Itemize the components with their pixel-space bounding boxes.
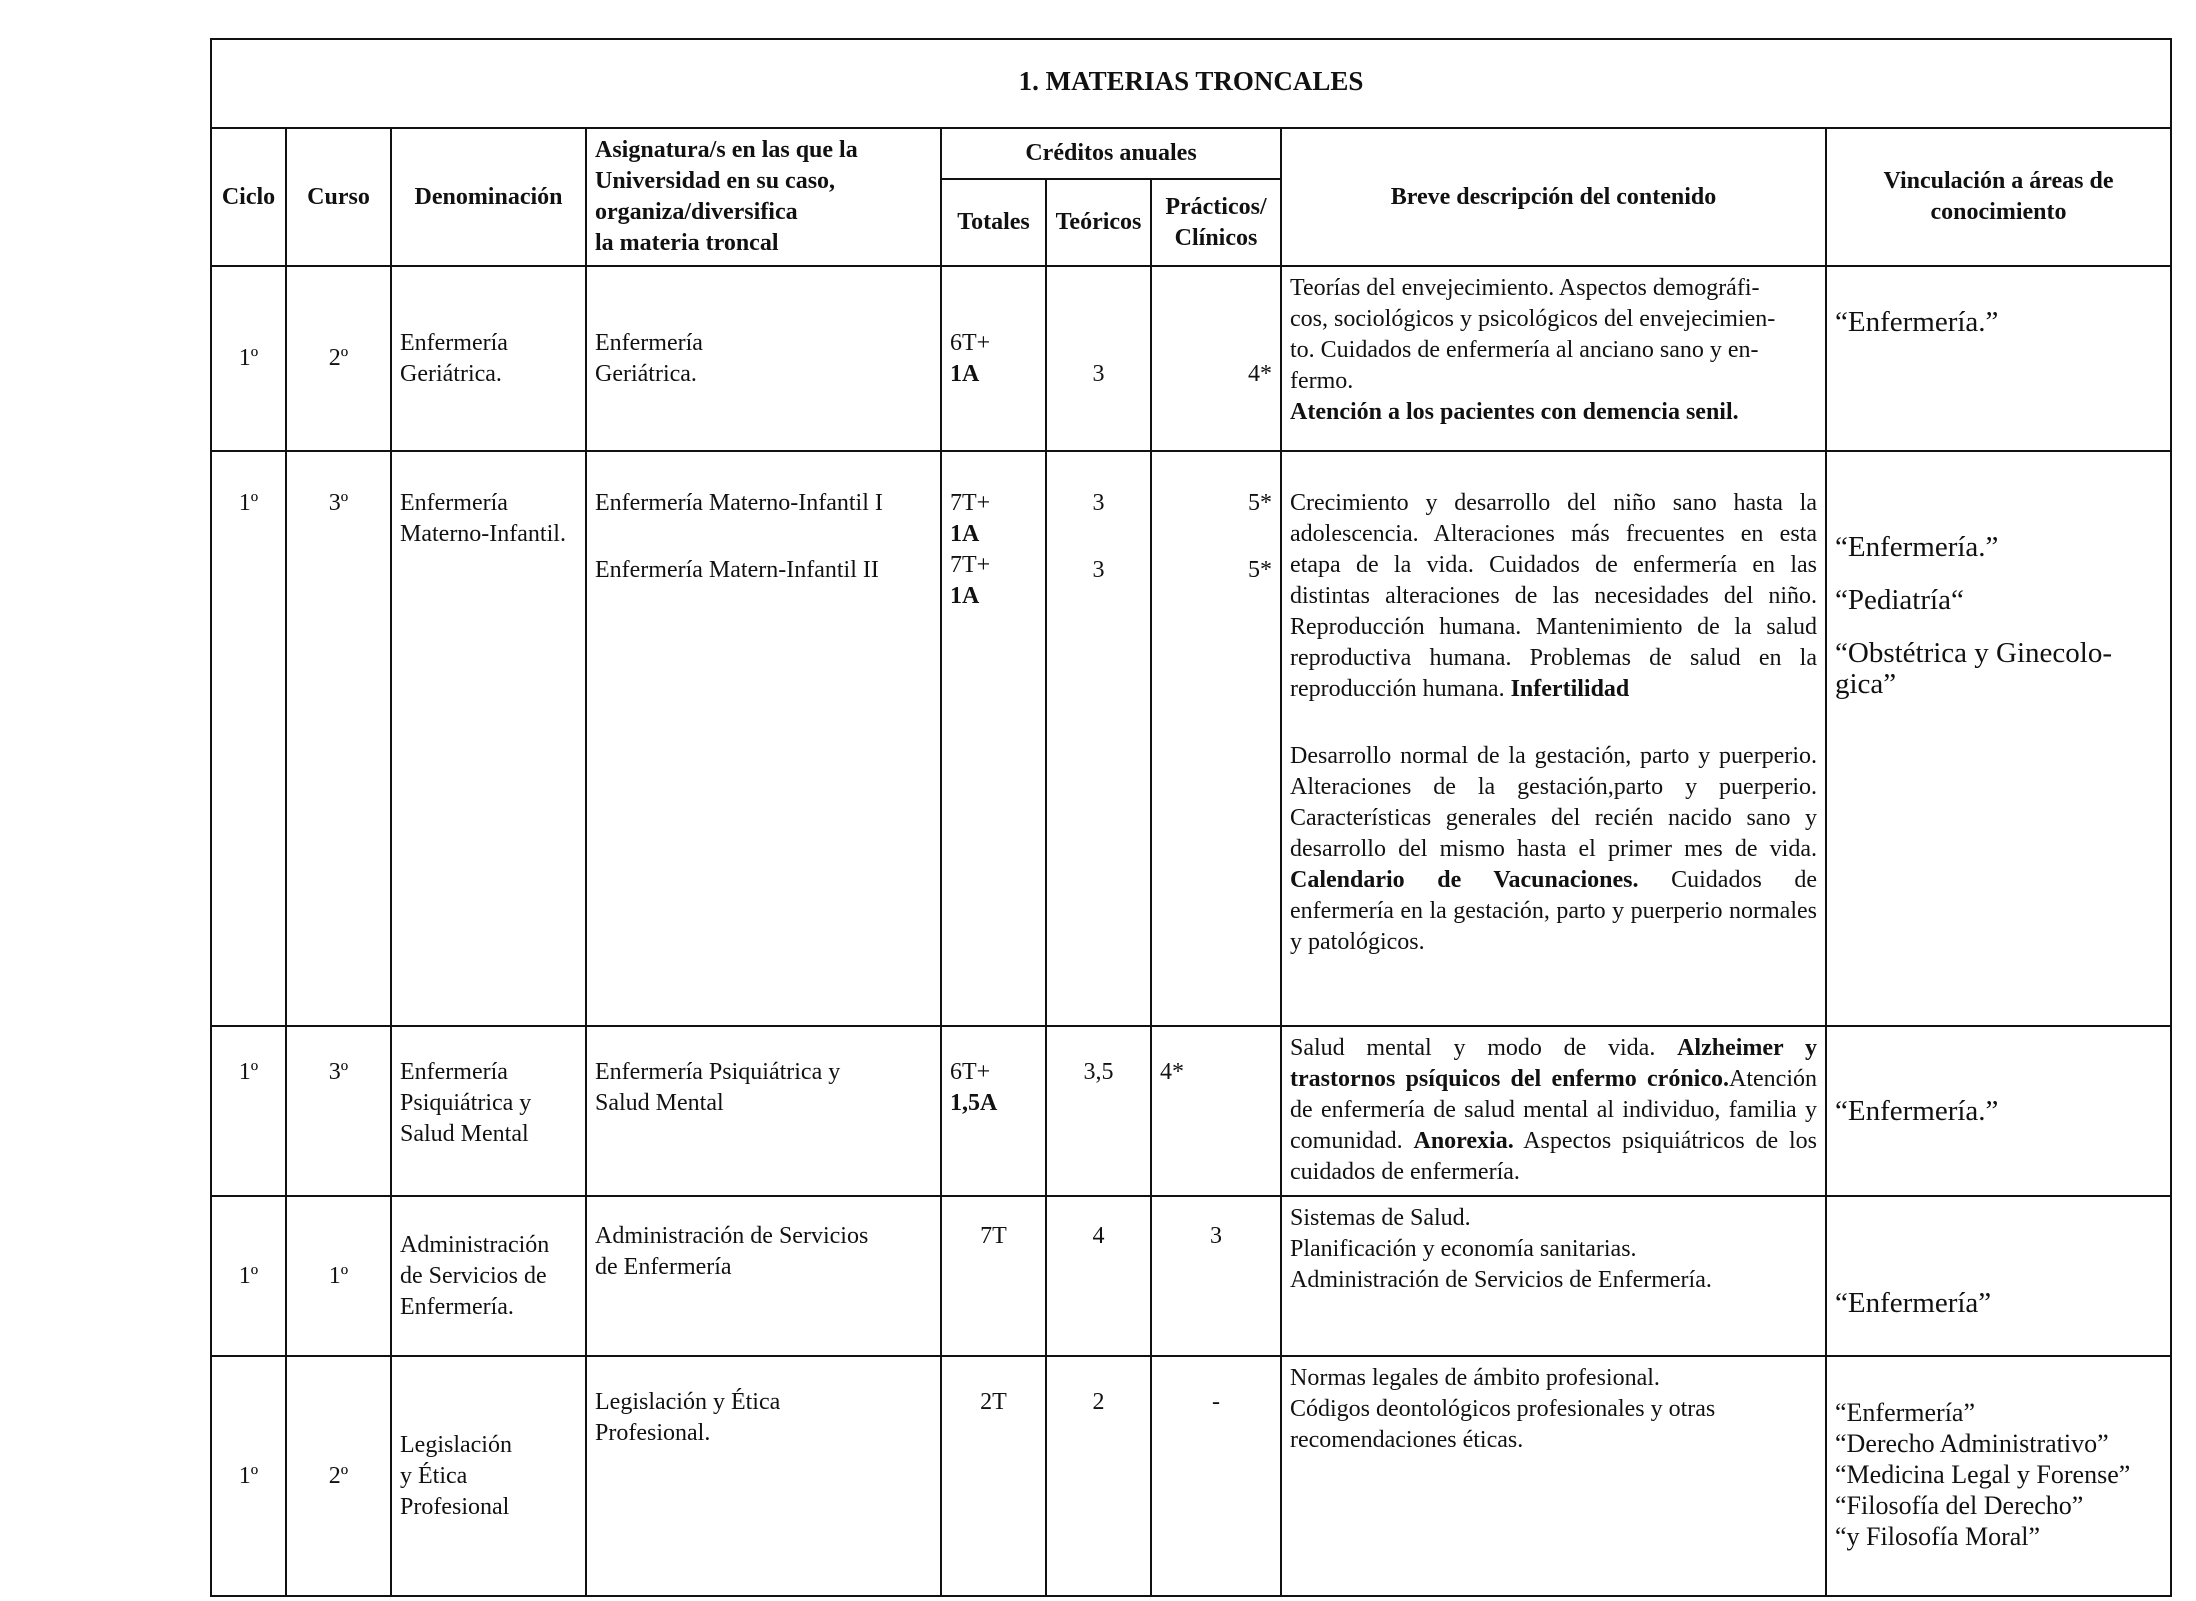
totales-cell: 2T [941,1356,1046,1596]
practicos-cell: 4* [1151,266,1281,451]
header-descripcion: Breve descripción del contenido [1281,128,1826,266]
teoricos-cell: 3,5 [1046,1026,1151,1196]
teoricos-cell: 3 3 [1046,451,1151,1026]
teoricos-cell: 3 [1046,266,1151,451]
ciclo-cell: 1º [211,1196,286,1356]
practicos-cell: 5* 5* [1151,451,1281,1026]
vinculacion-cell: “Enfermería” “Derecho Administrativo” “Medicina Legal y Forense” “Filosofía del Derecho” “y Filosofía Moral” [1826,1356,2171,1596]
denominacion-cell: Enfermería Geriátrica. [391,266,586,451]
header-row-1 [211,128,2171,179]
ciclo-cell: 1º [211,1356,286,1596]
curso-cell: 2º [286,1356,391,1596]
vinculacion-cell: “Enfermería” [1826,1196,2171,1356]
ciclo-cell: 1º [211,266,286,451]
vinculacion-cell: “Enfermería.” “Pediatría“ “Obstétrica y Ginecolo-gica” [1826,451,2171,1026]
header-denominacion: Denominación [391,128,586,266]
table-row [211,1026,2171,1196]
descripcion-cell: Crecimiento y desarrollo del niño sano hasta la adolescencia. Alteraciones más frecuentes en esta etapa de la vida. Cuidados de enfermería en las distintas alteraciones de las necesidades del niño. Reproducción humana. Mantenimiento de la salud reproductiva humana. Problemas de salud en la reproducción humana. Infertilidad Desarrollo normal de la gestación, parto y puerperio. Alteraciones de la gestación,parto y puerperio. Características generales del recién nacido sano y desarrollo del mismo hasta el primer mes de vida. Calendario de Vacunaciones. Cuidados de enfermería en la gestación, parto y puerperio normales y patológicos. [1281,451,1826,1026]
materias-troncales-table [210,38,2172,1597]
asignatura-cell: Enfermería Psiquiátrica y Salud Mental [586,1026,941,1196]
title-row [211,39,2171,128]
table-row [211,451,2171,1026]
practicos-cell: 4* [1151,1026,1281,1196]
denominacion-cell: Enfermería Materno-Infantil. [391,451,586,1026]
curso-cell: 2º [286,266,391,451]
totales-cell: 6T+ 1A [941,266,1046,451]
table-row [211,266,2171,451]
teoricos-cell: 2 [1046,1356,1151,1596]
table-row [211,1356,2171,1596]
totales-cell: 7T+ 1A 7T+ 1A [941,451,1046,1026]
header-ciclo: Ciclo [211,128,286,266]
ciclo-cell: 1º [211,1026,286,1196]
curso-cell: 3º [286,1026,391,1196]
totales-cell: 6T+ 1,5A [941,1026,1046,1196]
vinculacion-cell: “Enfermería.” [1826,1026,2171,1196]
table-title: 1. MATERIAS TRONCALES [211,39,2171,128]
curso-cell: 3º [286,451,391,1026]
denominacion-cell: Enfermería Psiquiátrica y Salud Mental [391,1026,586,1196]
descripcion-cell: Normas legales de ámbito profesional. Códigos deontológicos profesionales y otras recomendaciones éticas. [1281,1356,1826,1596]
header-totales: Totales [941,179,1046,266]
ciclo-cell: 1º [211,451,286,1026]
header-curso: Curso [286,128,391,266]
table-row [211,1196,2171,1356]
header-creditos: Créditos anuales [941,128,1281,179]
descripcion-cell: Salud mental y modo de vida. Alzheimer y trastornos psíquicos del enfermo crónico.Atención de enfermería de salud mental al individuo, familia y comunidad. Anorexia. Aspectos psiquiátricos de los cuidados de enfermería. [1281,1026,1826,1196]
teoricos-cell: 4 [1046,1196,1151,1356]
practicos-cell: - [1151,1356,1281,1596]
totales-cell: 7T [941,1196,1046,1356]
curso-cell: 1º [286,1196,391,1356]
asignatura-cell: Enfermería Materno-Infantil I Enfermería Matern-Infantil II [586,451,941,1026]
descripcion-cell: Sistemas de Salud. Planificación y economía sanitarias. Administración de Servicios de Enfermería. [1281,1196,1826,1356]
header-asignaturas: Asignatura/s en las que la Universidad en su caso, organiza/diversifica la materia troncal [586,128,941,266]
descripcion-cell: Teorías del envejecimiento. Aspectos demográfi- cos, sociológicos y psicológicos del envejecimien- to. Cuidados de enfermería al anciano sano y en- fermo. Atención a los pacientes con demencia senil. [1281,266,1826,451]
asignatura-cell: Legislación y Ética Profesional. [586,1356,941,1596]
header-practicos: Prácticos/ Clínicos [1151,179,1281,266]
header-vinculacion: Vinculación a áreas de conocimiento [1826,128,2171,266]
vinculacion-cell: “Enfermería.” [1826,266,2171,451]
asignatura-cell: Administración de Servicios de Enfermería [586,1196,941,1356]
practicos-cell: 3 [1151,1196,1281,1356]
asignatura-cell: Enfermería Geriátrica. [586,266,941,451]
header-teoricos: Teóricos [1046,179,1151,266]
denominacion-cell: Administración de Servicios de Enfermería. [391,1196,586,1356]
denominacion-cell: Legislación y Ética Profesional [391,1356,586,1596]
